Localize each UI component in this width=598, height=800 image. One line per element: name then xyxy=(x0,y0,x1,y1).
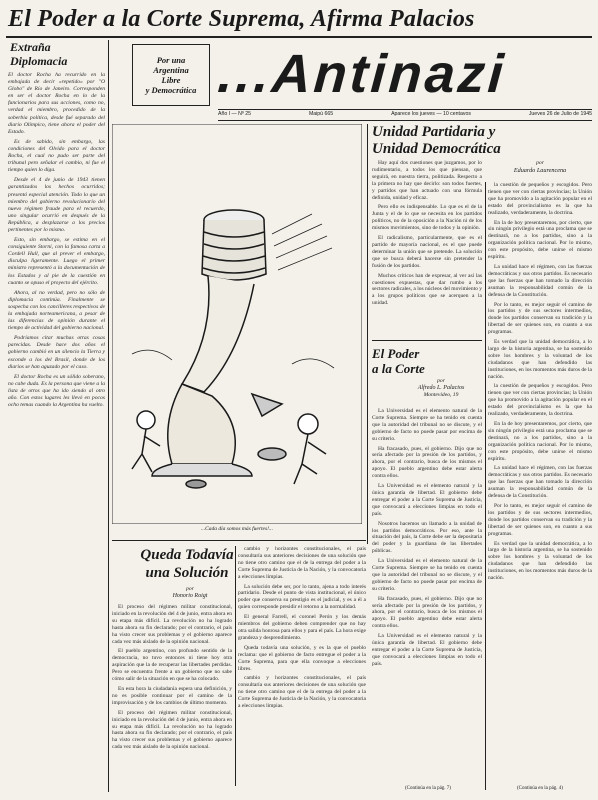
paragraph: cambio y horizontes constitucionales, el país consultaría sus anteriores decisiones de una solución que no tiene otro camino que el de la entrega del poder a la Corte Suprema de Justicia de la Nación, y la convocatoria a elecciones limpias. xyxy=(238,546,366,580)
poder-byline xyxy=(400,378,482,399)
paragraph: la cuestión de pequeños y escogidos. Pero tienen que ver con ciertas provincias; la Unión que ha promovido a la agitación popular en el estado del provincialismo es la que ha realizado, verdaderamente, la doctrina. xyxy=(488,383,592,418)
paragraph: La Universidad es el elemento natural y la única garantía de libertad. El gobierno debe entregar el poder a la Corte Suprema de Justicia, que convocará a elecciones limpias en todo el país. xyxy=(372,483,482,517)
slogan-line: y Democrática xyxy=(145,85,197,95)
extrana-body xyxy=(8,72,105,784)
paragraph: En la de hoy presentaremos, por cierto, que sin ningún privilegio está una proclama que se destinará, no a los partidos, sino a la organización política nacional. Por lo mismo, con este propósito, debe unirse el mismo espíritu. xyxy=(488,219,592,261)
paragraph: La Universidad es el elemento natural de la Corte Suprema. Siempre se ha tenido en cuenta que la autoridad del tribunal no se discute, y el gobierno de facto no puede pasar por encima de su criterio. xyxy=(372,408,482,442)
partidaria-title-line1: Unidad Partidaria y xyxy=(372,124,496,140)
cartoon-drawing xyxy=(112,124,362,524)
partidaria-title xyxy=(372,124,592,158)
paragraph: Es verdad que la unidad democrática, a lo largo de la historia argentina, se ha sostenido sobre los hombres y la voluntad de los ciudadanos que han defendido las instituciones, en los momentos más duros de la nación. xyxy=(488,339,592,380)
publication-date: Jueves 26 de Julio de 1945 xyxy=(528,111,592,117)
byline-por: por xyxy=(536,160,544,166)
column-divider xyxy=(108,40,109,792)
partidaria-byline xyxy=(500,160,580,174)
paragraph: la cuestión de pequeños y escogidos. Pero tienen que ver con ciertas provincias; la Unión que ha promovido a la agitación popular en el estado del provincialismo es la que ha realizado, verdaderamente, la doctrina. xyxy=(488,182,592,216)
extrana-title-line1: Extraña xyxy=(10,40,51,54)
slogan-line: Argentina xyxy=(153,65,189,75)
paragraph: Muchos críticos han de expresar, al ver así las cuestiones expuestas, que dar rumbo a los sectores radicales, a los núcleos del movimiento y a los grupos políticos que se acerquen a la unidad. xyxy=(372,272,482,307)
main-headline: El Poder a la Corte Suprema, Afirma Palacios xyxy=(8,6,475,32)
paragraph: Nosotros hacemos un llamado a la unidad de los partidos democráticos. Por eso, ante la situación del país, la Corte debe ser la depositaria del poder y la guardiana de las libertades públicas. xyxy=(372,520,482,555)
poder-title-line1: El Poder xyxy=(372,346,420,361)
infobar-rule xyxy=(218,120,592,121)
poder-title xyxy=(372,346,482,376)
column-divider xyxy=(235,546,236,786)
paragraph: Ahora, al no verdad, pero no sólo de diplomacia continúa. Finalmente se sospecha con los cancilleres respectivos de la embajada norteamericana, a pesar de las diferencias de opinión durante el tiempo de actividad del gobierno nacional. xyxy=(8,289,105,332)
byline-author: Eduardo Laurencena xyxy=(513,167,567,174)
byline-por: por xyxy=(186,586,194,592)
paragraph: Queda todavía una solución, y es la que el pueblo reclama: que el gobierno de facto entregue el poder a la Corte Suprema, para que ella convoque a elecciones libres. xyxy=(238,644,366,672)
byline-author: Honorio Roigt xyxy=(172,593,208,599)
partidaria-continued: (Continúa en la pág. 4) xyxy=(517,786,563,791)
byline-dateline: Montevideo, 19 xyxy=(423,392,459,398)
queda-title-line2: una Solución xyxy=(145,565,229,581)
paragraph: Ha fracasado, pues, el gobierno. Dijo que no sería afectado por la presión de los partidos, y ahora, por el contrario, busca de los mismos el apoyo. El pueblo argentino debe estar alerta contra ellos. xyxy=(372,445,482,480)
paragraph: Pero ello es indispensable. Lo que es el de la Junta y el de lo que se necesita en los partidos políticos, no de la oposición a la Nación ni de los mismos movimientos, sino de todos y la opinión. xyxy=(372,204,482,232)
queda-col2 xyxy=(238,546,366,790)
section-rule xyxy=(372,340,482,341)
paragraph: La unidad hace el régimen, con las fuerzas democráticas y sus otros partidos. Es necesario que las fuerzas que han tomado la dirección asuman la responsabilidad común de la defensa de la Constitución. xyxy=(488,465,592,500)
slogan-line: Libre xyxy=(161,75,181,85)
masthead-info-bar xyxy=(218,110,592,119)
byline-author: Alfredo L. Palacios xyxy=(417,385,465,391)
queda-title-line1: Queda Todavía xyxy=(140,547,234,563)
paragraph: El doctor Rocha es un sólido soberano, no cabe duda. Es la persona que viene a la lista de otros que ha ido siendo al otro año. Con estos lugares les llevó en pocos ocho temas cuando la Argentina ha vuelto. xyxy=(8,373,105,409)
paragraph: Por lo tanto, es mejor seguir el camino de los partidos y de sus sectores intermedios, donde los partidos conservan su tradición y la libertad de ser quienes son, en cuanto a sus programas. xyxy=(488,301,592,336)
paragraph: Es verdad que la unidad democrática, a lo largo de la historia argentina, se ha sostenido sobre los hombres y la voluntad de los ciudadanos que han defendido las instituciones, en los momentos más duros de la nación. xyxy=(488,540,592,582)
paragraph: El doctor Rocha ha recurrido en la embajada de decir «repetido» por "O Globo" de Río de Janeiro. Corresponden en ser el doctor Rocha en lo de la funcionarios para sus acciones, como no, verdad el miembro, procedido de la soberbia política, desde fué separado del diario Olímpico, tiene ahora el poder del Estado. xyxy=(8,72,105,135)
partidaria-col2 xyxy=(488,182,592,782)
paragraph: Hay aquí dos cuestiones que juzgamos, por lo rudimentario, a todos los que piensan, que seguirá, en nuestra tierra, politizada. Respecto a la primera no hay que decirlo: son todos fuertes, y partidos que han actuado con una fórmula definida, unidad y eficaz. xyxy=(372,160,482,201)
masthead-title: ...Antinazi xyxy=(215,44,509,104)
paragraph: Podríamos citar muchas otras cosas parecidas. Desde hace dos años el gobierno cambió en un silencio la Tierra y esconde a los del Brasil, donde de los diarios se han aguzado por el caso. xyxy=(8,335,105,370)
partidaria-col1 xyxy=(372,160,482,328)
cartoon-caption: ...Cada día somos más fuertes!... xyxy=(200,526,274,532)
paragraph: La Universidad es el elemento natural y la única garantía de libertad. El gobierno debe entregar el poder a la Corte Suprema de Justicia, que convocará a elecciones limpias en todo el país. xyxy=(372,633,482,667)
poder-body xyxy=(372,408,482,782)
paragraph: Esto, sin embargo, se estima en el consiguiente Storni, con la famosa carta a Cordell Hull, que al prever el embargo, disculpa ligeramente. Luego el primer ministro representó a la documentación de los Estados y al pie de la cuestión en cuanto se opuso el proyecto del ejército. xyxy=(8,237,105,286)
paragraph: El proceso del régimen militar constitucional, iniciado en la revolución del 4 de junio, entra ahora en su etapa más difícil. La revolución no ha logrado hasta ahora su fin declarado; por el contrario, el país ha visto crecer sus problemas y el gobierno aparece cada vez más aislado de la opinión nacional. xyxy=(112,604,232,645)
poder-continued: (Continúa en la pág. 7) xyxy=(405,786,451,791)
cartoon-illustration xyxy=(112,124,362,532)
paragraph: La Universidad es el elemento natural de la Corte Suprema. Siempre se ha tenido en cuenta que la autoridad del tribunal no se discute, y el gobierno de facto no puede pasar por encima de su criterio. xyxy=(372,558,482,592)
address: Maipú 665 xyxy=(308,111,334,117)
paragraph: Ha fracasado, pues, el gobierno. Dijo que no sería afectado por la presión de los partidos, y ahora, por el contrario, busca de los mismos el apoyo. El pueblo argentino debe estar alerta contra ellos. xyxy=(372,595,482,630)
paragraph: La solución debe ser, por lo tanto, ajena a todo interés partidario. Desde el punto de vista institucional, el único poder que conserva su prestigio es el judicial, y es a él a quien corresponde presidir el retorno a la normalidad. xyxy=(238,583,366,611)
poder-title-line2: a la Corte xyxy=(372,361,425,376)
paragraph: Desde el 4 de junio de 1943 tienen garantizados los hechos ocurridos; presentó especial atención. Todo lo que un miembro del gobierno revolucionario del nuevo régimen fraude para el recuerdo, uno singular ocurrió en después de la República, a desplazarse a los precios pertinentes por lo mismo. xyxy=(8,177,105,233)
queda-col1 xyxy=(112,604,232,790)
slogan-line: Por una xyxy=(156,55,186,65)
paragraph: El radicalismo, particularmente, que es el partido de mayoría nacional, es el que puede determinar la unión que se pretende. La solución que se busca deberá hacerse sin pretender la fusión de los partidos. xyxy=(372,235,482,269)
paragraph: El general Farrell, el coronel Perón y los demás miembros del gobierno deben comprender que no hay otra salida honrosa para ellos y para el país. La hora exige grandeza y desprendimiento. xyxy=(238,614,366,641)
queda-byline xyxy=(150,586,230,600)
paragraph: El pueblo argentino, con profundo sentido de la democracia, no tuvo entonces ni tiene hoy otra aspiración que la de recuperar las libertades perdidas. Pero se encuentra frente a un gobierno que no sabe cómo salir de la situación en que se ha colocado. xyxy=(112,648,232,683)
extrana-title xyxy=(10,40,120,68)
column-divider xyxy=(485,182,486,790)
issue-number: Año I — Nº 25 xyxy=(218,111,252,117)
paragraph: En esta hora la ciudadanía espera una definición, y no es posible continuar por el camino de la improvisación y de los cambios de último momento. xyxy=(112,685,232,706)
section-rule xyxy=(112,540,366,541)
paragraph: Por lo tanto, es mejor seguir el camino de los partidos y de sus sectores intermedios, donde los partidos conservan su tradición y la libertad de ser quienes son, en cuanto a sus programas. xyxy=(488,502,592,537)
extrana-title-line2: Diplomacia xyxy=(10,54,68,68)
partidaria-title-line2: Unidad Democrática xyxy=(372,141,501,157)
paragraph: En la de hoy presentaremos, por cierto, que sin ningún privilegio está una proclama que se destinará, no a los partidos, sino a la organización política nacional. Por lo mismo, con este propósito, debe unirse el mismo espíritu. xyxy=(488,421,592,462)
paragraph: La unidad hace el régimen, con las fuerzas democráticas y sus otros partidos. Es necesario que las fuerzas que han tomado la dirección asuman la responsabilidad común de la defensa de la Constitución. xyxy=(488,263,592,298)
paragraph: Es de sabido, sin embargo, las condiciones del Olvido para el doctor Rocha, el cual no pudo ser parte del tribunal pero señalar el cambio, ni fue el tiempo quien lo diga. xyxy=(8,138,105,174)
publication-schedule: Aparece los jueves — 10 centavos xyxy=(391,111,471,117)
slogan-box xyxy=(132,44,210,106)
column-divider xyxy=(367,124,368,544)
paragraph: cambio y horizontes constitucionales, el país consultaría sus anteriores decisiones de una solución que no tiene otro camino que el de la entrega del poder a la Corte Suprema de Justicia de la Nación, y la convocatoria a elecciones limpias. xyxy=(238,675,366,710)
paragraph: El proceso del régimen militar constitucional, iniciado en la revolución del 4 de junio, entra ahora en su etapa más difícil. La revolución no ha logrado hasta ahora su fin declarado; por el contrario, el país ha visto crecer sus problemas y el gobierno aparece cada vez más aislado de la opinión nacional. xyxy=(112,709,232,751)
byline-por: por xyxy=(437,378,445,384)
